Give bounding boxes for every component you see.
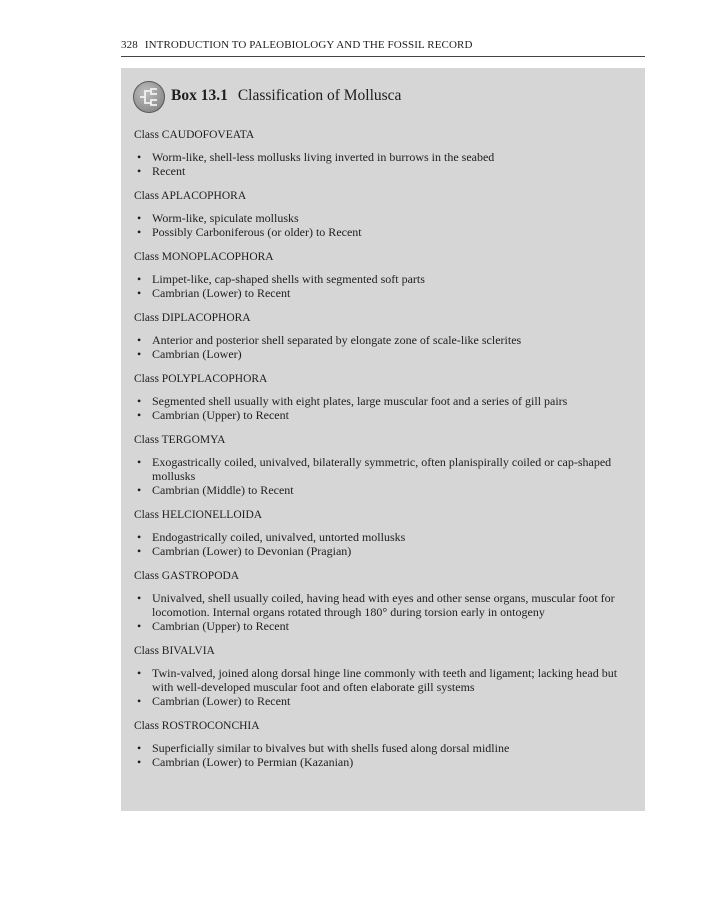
bullet-item: • Cambrian (Lower) to Devonian (Pragian) [134, 544, 634, 558]
running-head-title: INTRODUCTION TO PALEOBIOLOGY AND THE FOSSIL RECORD [144, 39, 473, 51]
class-bullet-list [134, 666, 634, 708]
class-bullet-list [134, 591, 634, 633]
class-section [134, 189, 634, 239]
bullet-item: • Cambrian (Upper) to Recent [134, 619, 634, 633]
box-number: Box 13.1 [171, 87, 228, 104]
class-title: Class GASTROPODA [134, 570, 240, 582]
class-bullet-list [134, 272, 634, 300]
bullet-item: • Twin-valved, joined along dorsal hinge line commonly with teeth and ligament; lacking head but with well-developed muscular foot and often elaborate gill systems [134, 666, 634, 694]
class-title: Class TERGOMYA [134, 434, 226, 446]
class-section [134, 569, 634, 633]
box-caption: Classification of Mollusca [237, 87, 402, 104]
box-title [171, 86, 401, 106]
class-section [134, 128, 634, 178]
class-title: Class HELCIONELLOIDA [134, 509, 263, 521]
bullet-item: • Univalved, shell usually coiled, having head with eyes and other sense organs, muscular foot for locomotion. Internal organs rotated through 180° during torsion early in ontogeny [134, 591, 634, 619]
running-head [121, 38, 645, 52]
class-title: Class DIPLACOPHORA [134, 312, 251, 324]
class-section [134, 719, 634, 769]
class-section [134, 250, 634, 300]
bullet-item: • Cambrian (Lower) [134, 347, 634, 361]
class-title: Class MONOPLACOPHORA [134, 251, 274, 263]
bullet-item: • Superficially similar to bivalves but with shells fused along dorsal midline [134, 741, 634, 755]
class-section [134, 508, 634, 558]
classification-box [121, 68, 645, 811]
bullet-item: • Exogastrically coiled, univalved, bilaterally symmetric, often planispirally coiled or cap-shaped mollusks [134, 455, 634, 483]
bullet-item: • Worm-like, shell-less mollusks living inverted in burrows in the seabed [134, 150, 634, 164]
bullet-item: • Cambrian (Lower) to Recent [134, 694, 634, 708]
class-bullet-list [134, 150, 634, 178]
bullet-item: • Segmented shell usually with eight plates, large muscular foot and a series of gill pairs [134, 394, 634, 408]
box-header [133, 81, 633, 113]
class-section [134, 644, 634, 708]
bullet-item: • Possibly Carboniferous (or older) to Recent [134, 225, 634, 239]
class-bullet-list [134, 530, 634, 558]
class-bullet-list [134, 455, 634, 497]
class-section [134, 372, 634, 422]
class-title: Class APLACOPHORA [134, 190, 247, 202]
bullet-item: • Cambrian (Lower) to Permian (Kazanian) [134, 755, 634, 769]
bullet-item: • Cambrian (Middle) to Recent [134, 483, 634, 497]
class-bullet-list [134, 394, 634, 422]
bullet-item: • Cambrian (Lower) to Recent [134, 286, 634, 300]
class-bullet-list [134, 741, 634, 769]
class-bullet-list [134, 211, 634, 239]
cladogram-icon [133, 81, 165, 113]
page-number: 328 [121, 39, 138, 51]
class-section [134, 311, 634, 361]
bullet-item: • Worm-like, spiculate mollusks [134, 211, 634, 225]
bullet-item: • Recent [134, 164, 634, 178]
class-list [134, 128, 634, 780]
bullet-item: • Endogastrically coiled, univalved, untorted mollusks [134, 530, 634, 544]
bullet-item: • Limpet-like, cap-shaped shells with segmented soft parts [134, 272, 634, 286]
class-title: Class POLYPLACOPHORA [134, 373, 268, 385]
bullet-item: • Cambrian (Upper) to Recent [134, 408, 634, 422]
class-title: Class ROSTROCONCHIA [134, 720, 260, 732]
bullet-item: • Anterior and posterior shell separated by elongate zone of scale-like sclerites [134, 333, 634, 347]
class-title: Class BIVALVIA [134, 645, 215, 657]
class-title: Class CAUDOFOVEATA [134, 129, 255, 141]
class-section [134, 433, 634, 497]
class-bullet-list [134, 333, 634, 361]
header-rule [121, 56, 645, 57]
